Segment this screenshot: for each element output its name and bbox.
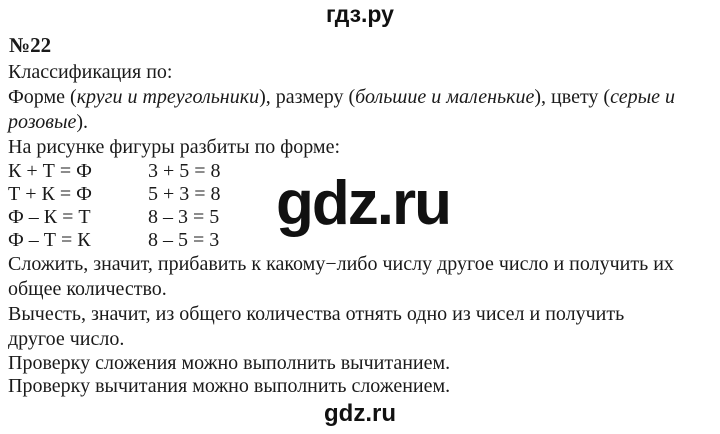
- classification-seg: ).: [76, 111, 89, 133]
- classification-line-2: [8, 110, 716, 135]
- addition-note-line-1: Сложить, значит, прибавить к какому−либо числу другое число и получить их: [8, 253, 674, 275]
- site-logo-top: гдз.ру: [326, 1, 394, 27]
- classification-shape-values: круги и треугольники: [76, 86, 260, 108]
- classification-intro-line: Классификация по:: [8, 61, 173, 83]
- figures-line: На рисунке фигуры разбиты по форме:: [8, 136, 341, 158]
- classification-seg: Форме (: [8, 86, 77, 108]
- check-subtraction-line: Проверку вычитания можно выполнить сложением.: [8, 375, 451, 397]
- site-watermark-center: gdz.ru: [276, 169, 450, 238]
- equation-letters: К + Т = Ф: [8, 160, 92, 182]
- classification-line-1: [8, 85, 716, 110]
- equation-numbers: 5 + 3 = 8: [148, 183, 221, 205]
- equation-numbers: 8 – 5 = 3: [148, 229, 220, 251]
- addition-note-line-2: общее количество.: [8, 278, 167, 300]
- equation-letters: Ф – Т = К: [8, 229, 91, 251]
- classification-seg: ), размеру (: [259, 86, 356, 108]
- equation-letters: Ф – К = Т: [8, 206, 91, 228]
- classification-color-values-1: серые и: [610, 86, 676, 108]
- subtraction-note-line-2: другое число.: [8, 328, 125, 350]
- site-logo-bottom: gdz.ru: [324, 400, 396, 427]
- classification-size-values: большие и маленькие: [355, 86, 535, 108]
- classification-color-values-2: розовые: [8, 111, 77, 133]
- equation-numbers: 8 – 3 = 5: [148, 206, 220, 228]
- equation-numbers: 3 + 5 = 8: [148, 160, 221, 182]
- equation-letters: Т + К = Ф: [8, 183, 92, 205]
- check-rules: [8, 352, 716, 398]
- classification-seg: ), цвету (: [534, 86, 611, 108]
- problem-number: №22: [9, 33, 52, 57]
- check-addition-line: Проверку сложения можно выполнить вычитанием.: [8, 352, 451, 374]
- subtraction-note-line-1: Вычесть, значит, из общего количества отнять одно из чисел и получить: [8, 303, 625, 325]
